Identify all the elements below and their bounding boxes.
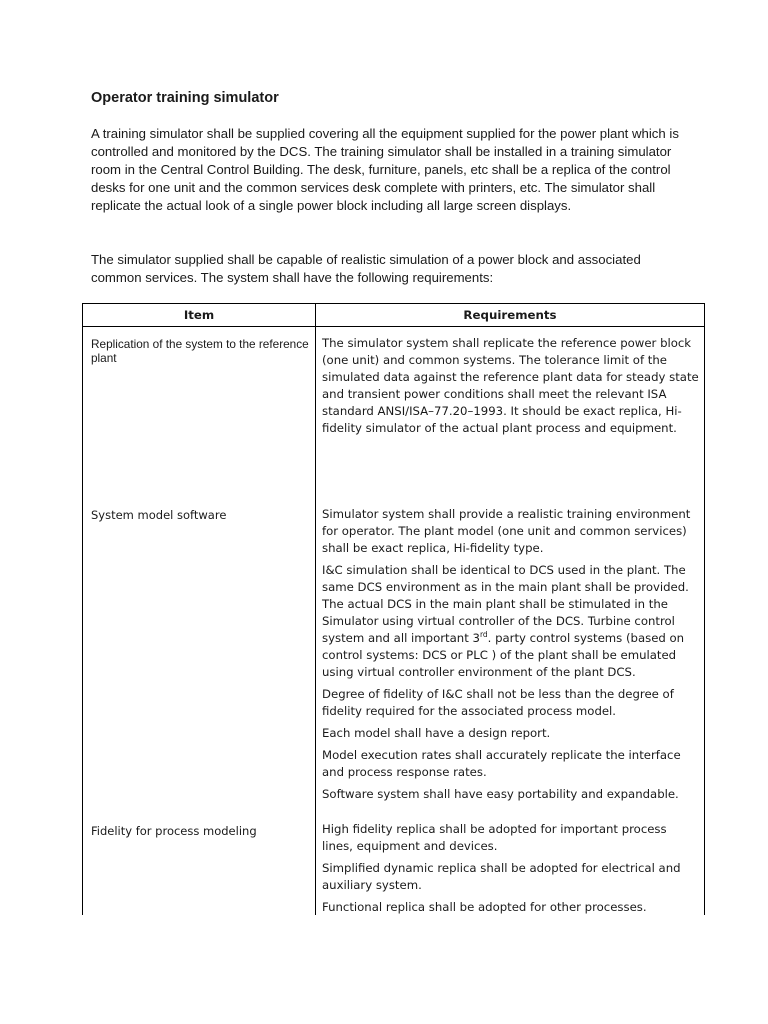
header-item: Item: [83, 304, 316, 326]
requirement-text-after: . party control systems (based on control systems: DCS or PLC ) of the plant shall be emulated using virtual controller environment of the plant DCS.: [322, 631, 685, 679]
header-requirements: Requirements: [463, 308, 557, 322]
page-title: Operator training simulator: [91, 90, 279, 106]
row-3-requirement-1: High fidelity replica shall be adopted for important process lines, equipment and devices.: [322, 822, 667, 853]
row-2-requirement-2: [322, 562, 700, 681]
row-2-requirements: [322, 506, 700, 808]
row-2-requirement-1: Simulator system shall provide a realistic training environment for operator. The plant model (one unit and common services) shall be exact replica, Hi-fidelity type.: [322, 507, 691, 555]
row-1-requirements: [322, 335, 700, 442]
row-2-requirement-3: Degree of fidelity of I&C shall not be less than the degree of fidelity required for the associated process model.: [322, 687, 674, 718]
row-3-item: Fidelity for process modeling: [91, 824, 257, 838]
ordinal-superscript: rd: [479, 630, 488, 640]
table-body: [82, 327, 705, 915]
row-3-requirement-3: Functional replica shall be adopted for other processes.: [322, 900, 647, 914]
row-3-requirements: [322, 821, 700, 921]
row-1-requirement-1: The simulator system shall replicate the reference power block (one unit) and common systems. The tolerance limit of the simulated data against the reference plant data for steady state and transient power conditions shall meet the relevant ISA standard ANSI/ISA–77.20–1993. It should be exact replica, Hi-fidelity simulator of the actual plant process and equipment.: [322, 336, 699, 435]
table-header-row: [82, 303, 705, 327]
row-3-requirement-2: Simplified dynamic replica shall be adopted for electrical and auxiliary system.: [322, 861, 681, 892]
intro-paragraph: A training simulator shall be supplied covering all the equipment supplied for the power plant which is controlled and monitored by the DCS. The training simulator shall be installed in a training simulator room in the Central Control Building. The desk, furniture, panels, etc shall be a replica of the control desks for one unit and the common services desk complete with printers, etc. The simulator shall replicate the actual look of a single power block including all large screen displays.: [91, 126, 679, 213]
row-2-requirement-6: Software system shall have easy portability and expandable.: [322, 787, 679, 801]
requirements-intro-paragraph: The simulator supplied shall be capable of realistic simulation of a power block and associated common services. The system shall have the following requirements:: [91, 252, 641, 285]
row-2-item: System model software: [91, 508, 227, 522]
row-1-item: Replication of the system to the reference plant: [91, 337, 309, 365]
row-2-requirement-5: Model execution rates shall accurately replicate the interface and process response rates.: [322, 748, 681, 779]
row-2-requirement-4: Each model shall have a design report.: [322, 726, 551, 740]
requirements-table: [82, 303, 705, 915]
column-divider: [315, 327, 316, 915]
requirement-text-before: I&C simulation shall be identical to DCS used in the plant. The same DCS environment as in the main plant shall be provided. The actual DCS in the main plant shall be stimulated in the Simulator using virtual controller of the DCS. Turbine control system and all important 3: [322, 563, 689, 645]
